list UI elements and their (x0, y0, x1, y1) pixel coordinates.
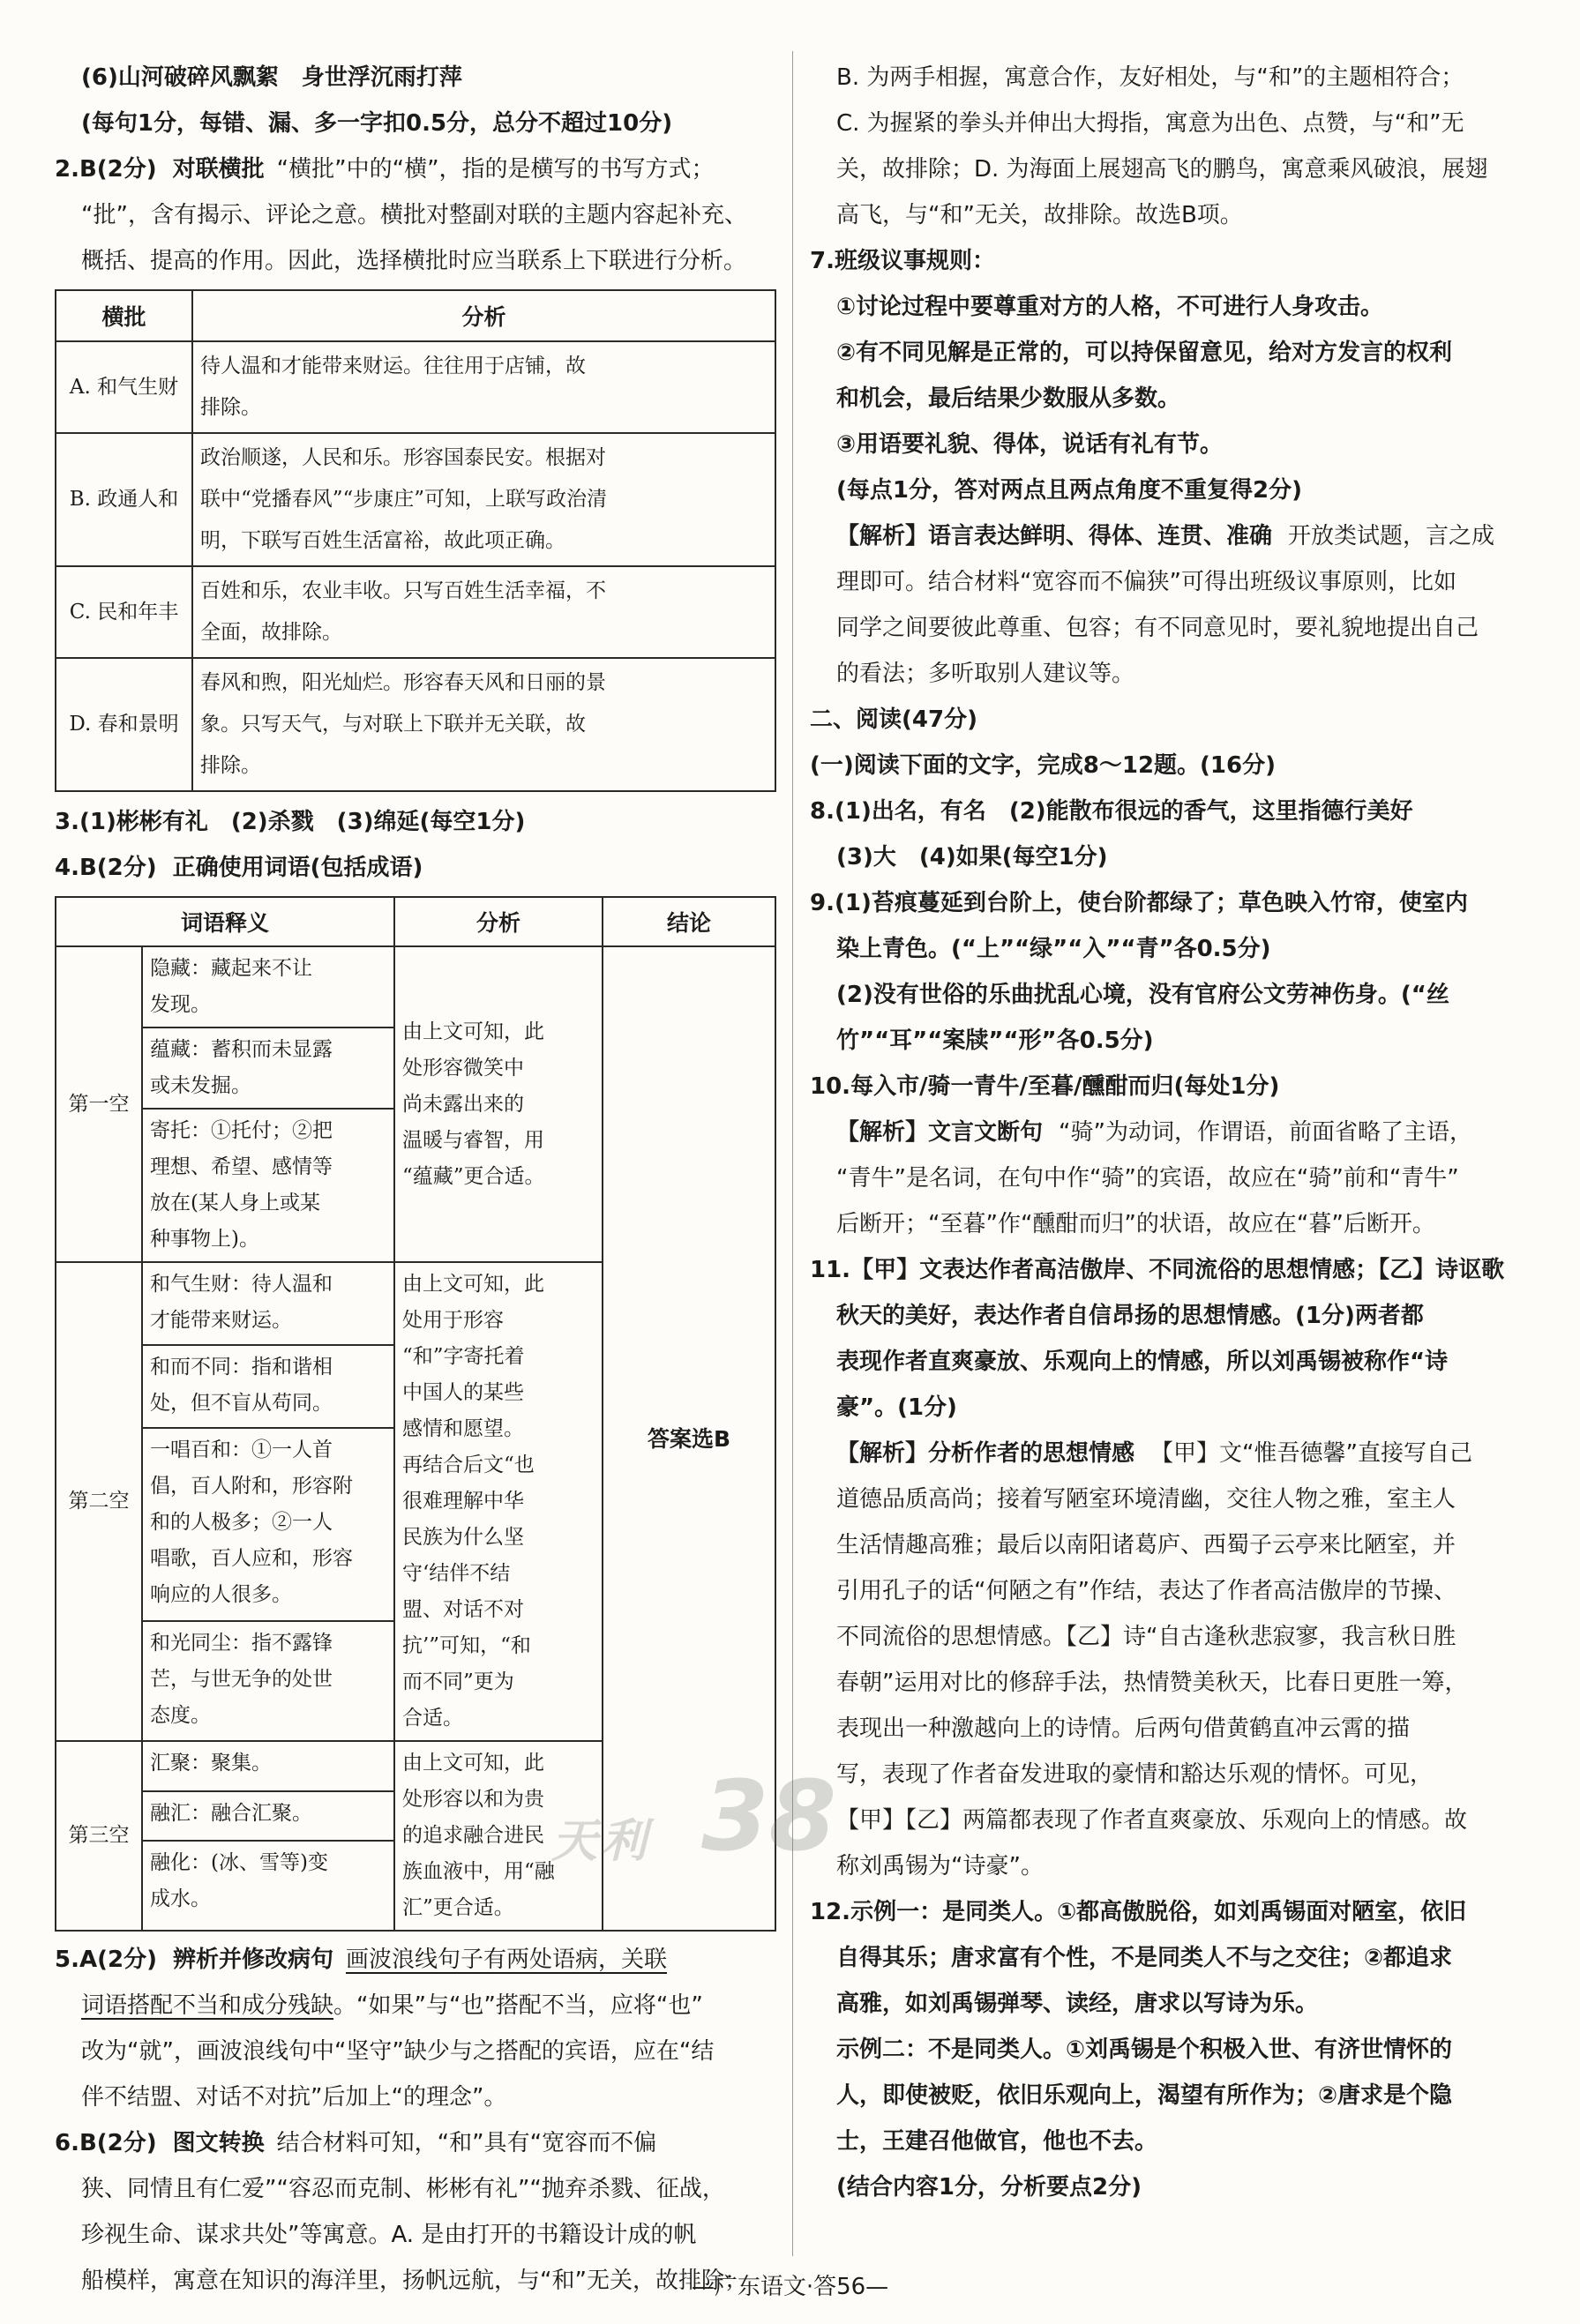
analysis-line: 合适。 (402, 1707, 463, 1730)
analysis-line: 感情和愿望。 (402, 1417, 524, 1440)
analysis-line: 民族为什么坚 (402, 1526, 524, 1549)
q6-text-3: 珍视生命、谋求共处”等寓意。A. 是由打开的书籍设计成的帆 (81, 2222, 697, 2248)
q6-text-4: 船模样，寓意在知识的海洋里，扬帆远航，与“和”无关，故排除； (81, 2268, 747, 2294)
analysis-line: 由上文可知，此 (402, 1020, 544, 1043)
definition-line: 态度。 (150, 1704, 211, 1728)
q6-answer: B(2分) (79, 2130, 157, 2156)
q6-continued-1: B. 为两手相握，寓意合作，友好相处，与“和”的主题相符合； (836, 64, 1464, 91)
q6-continued-2: C. 为握紧的拳头并伸出大拇指，寓意为出色、点赞，与“和”无 (836, 110, 1464, 137)
q7-rule-2a: ②有不同见解是正常的，可以持保留意见，给对方发言的权利 (836, 340, 1453, 366)
q5-text-3: 改为“就”，画波浪线句中“坚守”缺少与之搭配的宾语，应在“结 (81, 2038, 715, 2065)
analysis-line: 处形容微笑中 (402, 1056, 524, 1080)
definition-line: 和光同尘：指不露锋 (150, 1632, 333, 1655)
question-2 (55, 146, 778, 284)
q2-number: 2. (55, 156, 79, 183)
question-4 (55, 845, 778, 891)
q12-score: (结合内容1分，分析要点2分) (836, 2174, 1142, 2201)
question-9 (810, 880, 1529, 1064)
q2-text-1: “横批”中的“横”，指的是横写的书写方式； (276, 156, 715, 183)
q9-text-3: (2)没有世俗的乐曲扰乱心境，没有官府公文劳神伤身。(“丝 (836, 982, 1449, 1008)
q5-number: 5. (55, 1947, 79, 1973)
definition-line: 放在(某人身上或某 (150, 1192, 320, 1214)
q10-analysis-tag: 【解析】 (836, 1119, 929, 1146)
left-column (55, 55, 778, 2304)
q12-text-4: 示例二：不是同类人。①刘禹锡是个积极入世、有济世情怀的 (836, 2036, 1453, 2063)
q12-text-6: 士，王建召他做官，他也不去。 (836, 2128, 1158, 2155)
table1-analysis-a (192, 341, 775, 433)
definition-line: 隐藏：藏起来不让 (150, 957, 312, 980)
definition-cell (142, 1741, 394, 1791)
table1-c-line: 全面，故排除。 (200, 621, 342, 644)
table1-c-line: 百姓和乐，农业丰收。只写百姓生活幸福，不 (200, 579, 606, 602)
q6-number: 6. (55, 2130, 79, 2156)
q10-text-1: 每入市/骑一青牛/至暮/醺酣而归(每处1分) (850, 1073, 1280, 1100)
definition-line: 处，但不盲从苟同。 (150, 1391, 333, 1415)
q11-analysis-4: 引用孔子的话“何陋之有”作结，表达了作者高洁傲岸的节操、 (836, 1578, 1456, 1604)
analysis-line: 守‘结伴不结 (402, 1562, 511, 1585)
q7-number: 7. (810, 248, 835, 274)
q12-number: 12. (810, 1899, 851, 1925)
q11-text-4: 豪”。(1分) (836, 1394, 957, 1421)
q4-keyword: 正确使用词语(包括成语) (172, 855, 423, 881)
q10-analysis-3: 后断开；“至暮”作“醺酣而归”的状语，故应在“暮”后断开。 (836, 1211, 1435, 1237)
q11-analysis-5: 不同流俗的思想情感。【乙】诗“自古逢秋悲寂寥，我言秋日胜 (836, 1624, 1456, 1650)
word-analysis-table (55, 896, 776, 1932)
q11-text-2: 秋天的美好，表达作者自信昂扬的思想情感。(1分)两者都 (836, 1303, 1424, 1329)
q9-number: 9. (810, 890, 835, 916)
analysis-line: 很难理解中华 (402, 1490, 524, 1513)
question-3 (55, 799, 778, 845)
q7-analysis-tag: 【解析】 (836, 523, 929, 549)
definition-line: 成水。 (150, 1887, 211, 1911)
q11-analysis-3: 生活情趣高雅；最后以南阳诸葛庐、西蜀子云亭来比陋室，并 (836, 1532, 1456, 1558)
analysis-line: 盟、对话不对 (402, 1598, 524, 1621)
column-divider (792, 51, 793, 2256)
definition-line: 汇聚：聚集。 (150, 1752, 272, 1775)
definition-cell (142, 1841, 394, 1931)
question-10 (810, 1064, 1529, 1247)
definition-line: 芒，与世无争的处世 (150, 1668, 333, 1692)
question-8 (810, 788, 1529, 880)
definition-line: 和而不同：指和谐相 (150, 1355, 333, 1379)
definition-line: 唱歌，百人应和，形容 (150, 1546, 353, 1570)
q6-continued-3: 关，故排除；D. 为海面上展翅高飞的鹏鸟，寓意乘风破浪，展翅 (836, 156, 1488, 183)
q6-text-1: 结合材料可知，“和”具有“宽容而不偏 (276, 2130, 657, 2156)
analysis-line: 汇”更合适。 (402, 1896, 514, 1919)
q10-analysis-2: “青牛”是名词，在句中作“骑”的宾语，故应在“骑”前和“青牛” (836, 1165, 1459, 1192)
q10-number: 10. (810, 1073, 851, 1100)
q8-number: 8. (810, 798, 835, 825)
q6-keyword: 图文转换 (172, 2130, 265, 2156)
analysis-line: 抗’”可知，“和 (402, 1634, 531, 1657)
analysis-line: “蕴藏”更合适。 (402, 1164, 545, 1188)
definition-line: 发现。 (150, 993, 211, 1016)
q7-analysis-2: 理即可。结合材料“宽容而不偏狭”可得出班级议事原则，比如 (836, 569, 1456, 595)
table1-analysis-d (192, 658, 775, 791)
q7-analysis-1: 开放类试题，言之成 (1288, 523, 1495, 549)
definition-cell (142, 1428, 394, 1621)
definition-line: 寄托：①托付；②把 (150, 1119, 333, 1142)
q11-analysis-9: 【甲】【乙】两篇都表现了作者直爽豪放、乐观向上的情感。故 (836, 1807, 1468, 1834)
table-row (56, 658, 775, 791)
question-7 (810, 238, 1529, 697)
q8-text-2: (3)大 (4)如果(每空1分) (836, 844, 1108, 871)
section-blank-1: 第一空 (56, 946, 142, 1262)
section-blank-2: 第二空 (56, 1262, 142, 1741)
q11-number: 11. (810, 1257, 851, 1283)
analysis-line: 处用于形容 (402, 1309, 504, 1332)
table1-header-analysis: 分析 (192, 290, 775, 341)
table-row (56, 566, 775, 658)
q6-continued-4: 高飞，与“和”无关，故排除。故选B项。 (836, 202, 1243, 228)
q2-text-3: 概括、提高的作用。因此，选择横批时应当联系上下联进行分析。 (81, 248, 747, 274)
q5-text-4: 伴不结盟、对话不对抗”后加上“的理念”。 (81, 2084, 507, 2111)
q3-number: 3. (55, 809, 79, 835)
banner-analysis-table (55, 289, 776, 792)
analysis-line: 温暖与睿智，用 (402, 1128, 544, 1152)
table1-a-line: 排除。 (200, 396, 261, 419)
q2-answer: B(2分) (79, 156, 157, 183)
definition-cell (142, 1345, 394, 1428)
q5-underlined-2: 词语搭配不当和成分残缺 (81, 1992, 334, 2019)
q8-text-1: (1)出名，有名 (2)能散布很远的香气，这里指德行美好 (834, 798, 1413, 825)
analysis-line: 由上文可知，此 (402, 1273, 544, 1296)
q5-underlined-1: 画波浪线句子有两处语病，关联 (345, 1947, 667, 1973)
table-row (56, 341, 775, 433)
table-row (56, 433, 775, 566)
question-11 (810, 1247, 1529, 1889)
q11-analysis-2: 道德品质高尚；接着写陋室环境清幽，交往人物之雅，室主人 (836, 1486, 1456, 1513)
q11-text-3: 表现作者直爽豪放、乐观向上的情感，所以刘禹锡被称作“诗 (836, 1349, 1449, 1375)
q9-text-1: (1)苔痕蔓延到台阶上，使台阶都绿了；草色映入竹帘，使室内 (834, 890, 1468, 916)
definition-line: 响应的人很多。 (150, 1582, 292, 1606)
q11-analysis-tag: 【解析】 (836, 1440, 929, 1467)
q4-number: 4. (55, 855, 79, 881)
question-5 (55, 1937, 778, 2120)
q10-analysis-keyword: 文言文断句 (928, 1119, 1044, 1146)
analysis-line: 中国人的某些 (402, 1381, 524, 1404)
definition-line: 倡，百人附和，形容附 (150, 1474, 353, 1498)
analysis-line: 的追求融合进民 (402, 1824, 544, 1847)
table1-label-d: D. 春和景明 (56, 658, 192, 791)
definition-line: 和气生财：待人温和 (150, 1273, 333, 1296)
q12-text-3: 高雅，如刘禹锡弹琴、读经，唐求以写诗为乐。 (836, 1991, 1319, 2017)
definition-cell (142, 1262, 394, 1345)
analysis-line: 族血液中，用“融 (402, 1860, 555, 1883)
definition-line: 和的人极多；②一人 (150, 1510, 333, 1534)
q12-text-2: 自得其乐；唐求富有个性，不是同类人不与之交往；②都追求 (836, 1945, 1453, 1971)
table1-label-c: C. 民和年丰 (56, 566, 192, 658)
table1-d-line: 排除。 (200, 754, 261, 777)
q1-score-note: (每句1分，每错、漏、多一字扣0.5分，总分不超过10分) (81, 110, 673, 137)
q9-text-4: 竹”“耳”“案牍”“形”各0.5分) (836, 1027, 1154, 1054)
q3-text: (1)彬彬有礼 (2)杀戮 (3)绵延(每空1分) (79, 809, 526, 835)
table-row (56, 946, 775, 1027)
table1-a-line: 待人温和才能带来财运。往往用于店铺，故 (200, 355, 586, 377)
definition-line: 才能带来财运。 (150, 1309, 292, 1332)
table1-b-line: 联中“党播春风”“步康庄”可知，上联写政治清 (200, 488, 608, 511)
definition-line: 融汇：融合汇聚。 (150, 1801, 312, 1825)
q2-keyword: 对联横批 (172, 156, 265, 183)
definition-line: 种事物上)。 (150, 1228, 259, 1251)
q7-analysis-keyword: 语言表达鲜明、得体、连贯、准确 (928, 523, 1273, 549)
definition-line: 或未发掘。 (150, 1074, 251, 1097)
table1-b-line: 明，下联写百姓生活富裕，故此项正确。 (200, 529, 565, 552)
q5-text-2: 。“如果”与“也”搭配不当，应将“也” (333, 1992, 703, 2019)
watermark-number: 38 (701, 1760, 837, 1872)
table2-header-analysis: 分析 (394, 897, 603, 946)
q11-analysis-6: 春朝”运用对比的修辞手法，热情赞美秋天，比春日更胜一筹， (836, 1670, 1468, 1696)
q5-keyword: 辨析并修改病句 (172, 1947, 333, 1973)
definition-cell (142, 1621, 394, 1741)
definition-line: 融化：(冰、雪等)变 (150, 1851, 328, 1875)
table1-analysis-c (192, 566, 775, 658)
analysis-line: 由上文可知，此 (402, 1752, 544, 1775)
q4-answer: B(2分) (79, 855, 157, 881)
table1-label-a: A. 和气生财 (56, 341, 192, 433)
table1-header-banner: 横批 (56, 290, 192, 341)
q11-analysis-1: 【甲】文“惟吾德馨”直接写自己 (1150, 1440, 1472, 1467)
table2-header-definition: 词语释义 (56, 897, 394, 946)
question-12 (810, 1889, 1529, 2210)
q11-analysis-7: 表现出一种激越向上的诗情。后两句借黄鹤直冲云霄的描 (836, 1715, 1411, 1742)
q11-analysis-keyword: 分析作者的思想情感 (928, 1440, 1135, 1467)
analysis-cell-3 (394, 1741, 603, 1931)
analysis-line: 而不同”更为 (402, 1670, 514, 1693)
analysis-line: 处形容以和为贵 (402, 1788, 544, 1811)
q10-analysis-1: “骑”为动词，作谓语，前面省略了主语， (1059, 1119, 1472, 1146)
section-reading-title: 二、阅读(47分) (810, 706, 977, 733)
q12-text-5: 人，即使被贬，依旧乐观向上，渴望有所作为；②唐求是个隐 (836, 2082, 1453, 2109)
watermark-text: 天利 (551, 1815, 651, 1868)
definition-cell (142, 1109, 394, 1262)
table1-d-line: 春风和煦，阳光灿烂。形容春天风和日丽的景 (200, 671, 606, 694)
definition-cell (142, 1027, 394, 1109)
q9-text-2: 染上青色。(“上”“绿”“入”“青”各0.5分) (836, 936, 1271, 962)
table1-b-line: 政治顺遂，人民和乐。形容国泰民安。根据对 (200, 446, 606, 469)
analysis-line: 再结合后文“也 (402, 1453, 535, 1476)
analysis-line: 尚未露出来的 (402, 1092, 524, 1116)
analysis-cell-1 (394, 946, 603, 1262)
section-blank-3: 第三空 (56, 1741, 142, 1931)
analysis-cell-2 (394, 1262, 603, 1741)
q12-text-1: 示例一：是同类人。①都高傲脱俗，如刘禹锡面对陋室，依旧 (850, 1899, 1467, 1925)
q5-answer: A(2分) (79, 1947, 157, 1973)
q7-rule-1: ①讨论过程中要尊重对方的人格，不可进行人身攻击。 (836, 294, 1384, 320)
table1-analysis-b (192, 433, 775, 566)
q7-rule-3: ③用语要礼貌、得体，说话有礼有节。 (836, 431, 1224, 458)
page-footer: —广东语文·答56— (691, 2274, 889, 2300)
right-column (810, 55, 1529, 2210)
q7-title: 班级议事规则： (834, 248, 995, 274)
q11-analysis-8: 写，表现了作者奋发进取的豪情和豁达乐观的情怀。可见， (836, 1761, 1434, 1788)
q7-analysis-4: 的看法；多听取别人建议等。 (836, 661, 1135, 687)
definition-line: 一唱百和：①一人首 (150, 1438, 333, 1461)
conclusion-cell: 答案选B (603, 946, 775, 1931)
subsection-1-title: (一)阅读下面的文字，完成8～12题。(16分) (810, 752, 1276, 779)
definition-cell (142, 946, 394, 1027)
table1-label-b: B. 政通人和 (56, 433, 192, 566)
table2-header-conclusion: 结论 (603, 897, 775, 946)
q7-rule-2b: 和机会，最后结果少数服从多数。 (836, 385, 1181, 412)
q11-text-1: 【甲】文表达作者高洁傲岸、不同流俗的思想情感；【乙】诗讴歌 (850, 1257, 1505, 1283)
definition-line: 理想、希望、感情等 (150, 1155, 333, 1178)
q11-analysis-10: 称刘禹锡为“诗豪”。 (836, 1853, 1044, 1879)
q2-text-2: “批”，含有揭示、评论之意。横批对整副对联的主题内容起补充、 (81, 202, 747, 228)
q7-score: (每点1分，答对两点且两点角度不重复得2分) (836, 477, 1302, 504)
analysis-line: “和”字寄托着 (402, 1345, 525, 1368)
table1-d-line: 象。只写天气，与对联上下联并无关联，故 (200, 713, 586, 736)
q6-text-2: 狭、同情且有仁爱”“容忍而克制、彬彬有礼”“抛弃杀戮、征战， (81, 2176, 725, 2202)
definition-cell (142, 1791, 394, 1842)
definition-line: 蕴藏：蓄积而未显露 (150, 1038, 333, 1061)
q1-line-6: (6)山河破碎风飘絮 身世浮沉雨打萍 (81, 64, 462, 91)
q7-analysis-3: 同学之间要彼此尊重、包容；有不同意见时，要礼貌地提出自己 (836, 615, 1479, 641)
